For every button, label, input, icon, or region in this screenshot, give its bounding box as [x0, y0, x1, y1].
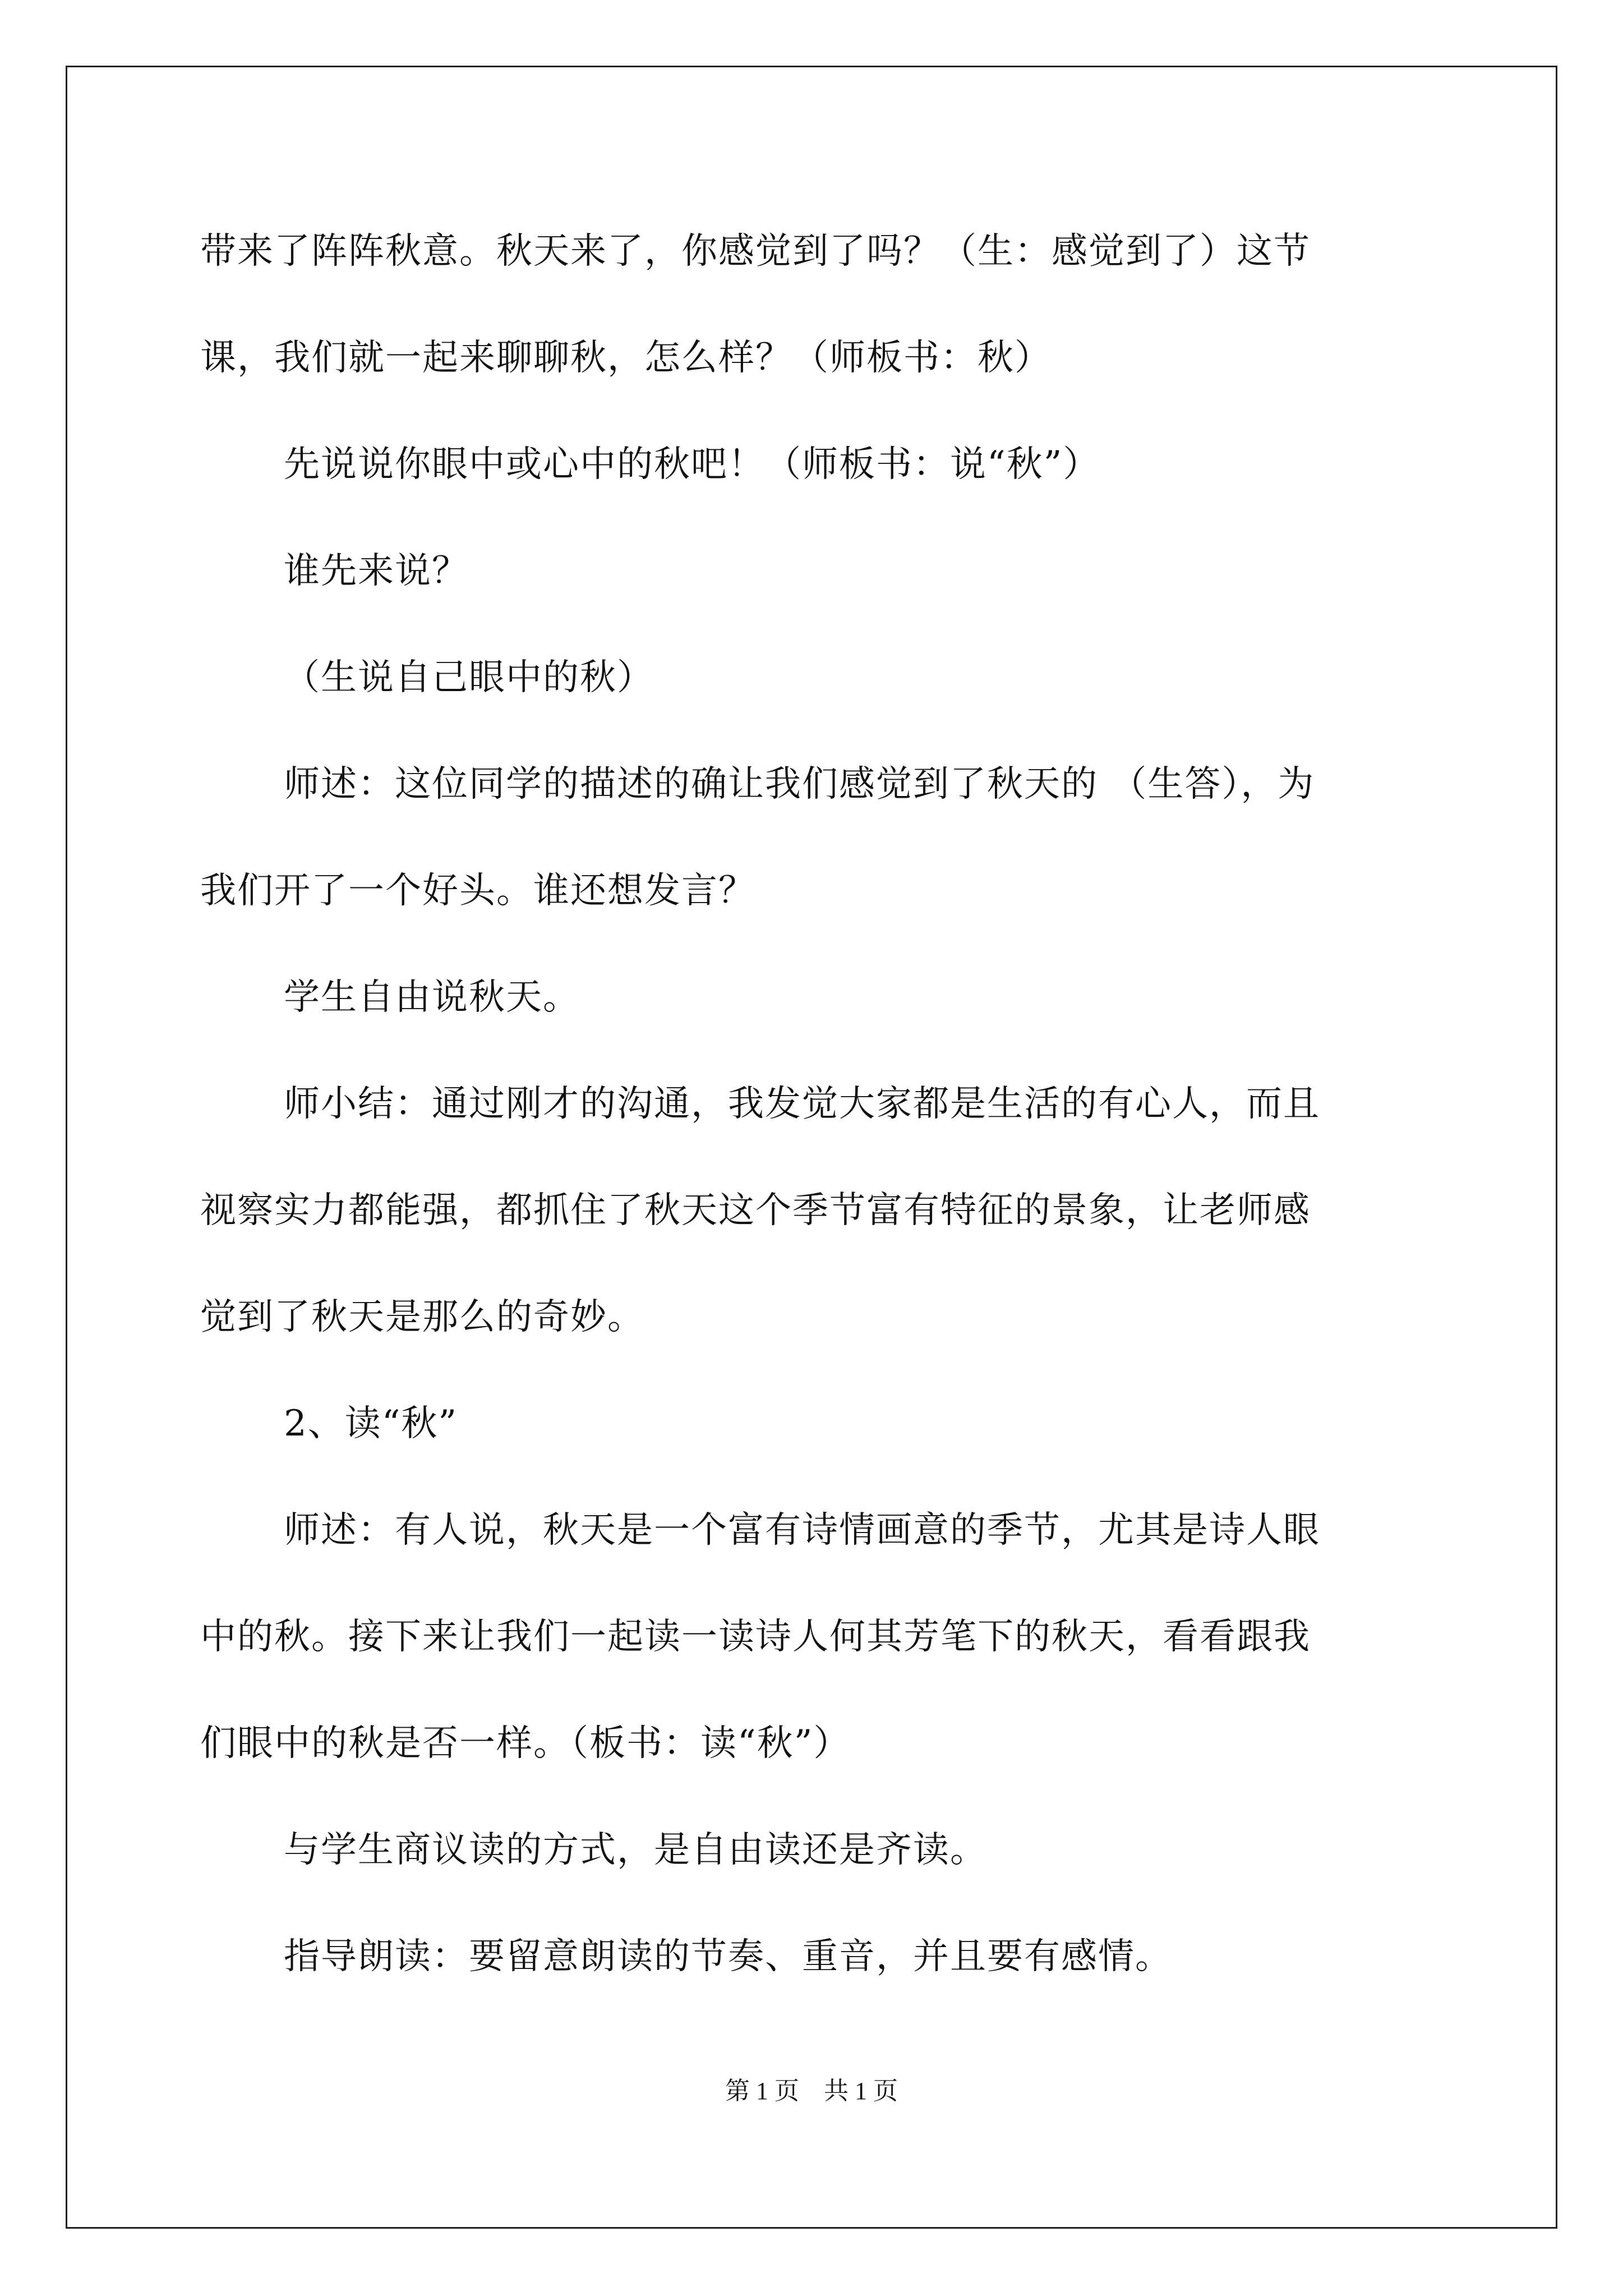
text-line: 中的秋。接下来让我们一起读一读诗人何其芳笔下的秋天，看看跟我: [200, 1616, 1311, 1658]
text-line: 先说说你眼中或心中的秋吧！（师板书：说“秋”）: [284, 444, 1100, 485]
text-line: 视察实力都能强，都抓住了秋天这个季节富有特征的景象，让老师感: [200, 1190, 1311, 1231]
page-number: 第 1 页 共 1 页: [725, 2077, 898, 2105]
text-line: （生说自己眼中的秋）: [284, 657, 654, 698]
text-line: 学生自由说秋天。: [284, 977, 580, 1018]
text-line: 们眼中的秋是否一样。（板书：读“秋”）: [200, 1723, 851, 1764]
section-heading: 2、读“秋”: [284, 1403, 458, 1444]
text-line: 我们开了一个好头。谁还想发言？: [200, 870, 755, 912]
text-line: 带来了阵阵秋意。秋天来了，你感觉到了吗？（生：感觉到了）这节: [200, 231, 1311, 272]
page-border: [66, 66, 1557, 2229]
text-line: 觉到了秋天是那么的奇妙。: [200, 1296, 644, 1338]
text-line: 指导朗读：要留意朗读的节奏、重音，并且要有感情。: [284, 1936, 1172, 1977]
text-line: 师述：有人说，秋天是一个富有诗情画意的季节，尤其是诗人眼: [284, 1510, 1320, 1551]
text-line: 师小结：通过刚才的沟通，我发觉大家都是生活的有心人，而且: [284, 1083, 1320, 1125]
text-line: 师述：这位同学的描述的确让我们感觉到了秋天的 （生答），为: [284, 763, 1315, 805]
text-line: 谁先来说？: [284, 550, 469, 592]
text-line: 课，我们就一起来聊聊秋，怎么样？（师板书：秋）: [200, 337, 1052, 379]
text-line: 与学生商议读的方式，是自由读还是齐读。: [284, 1829, 987, 1871]
